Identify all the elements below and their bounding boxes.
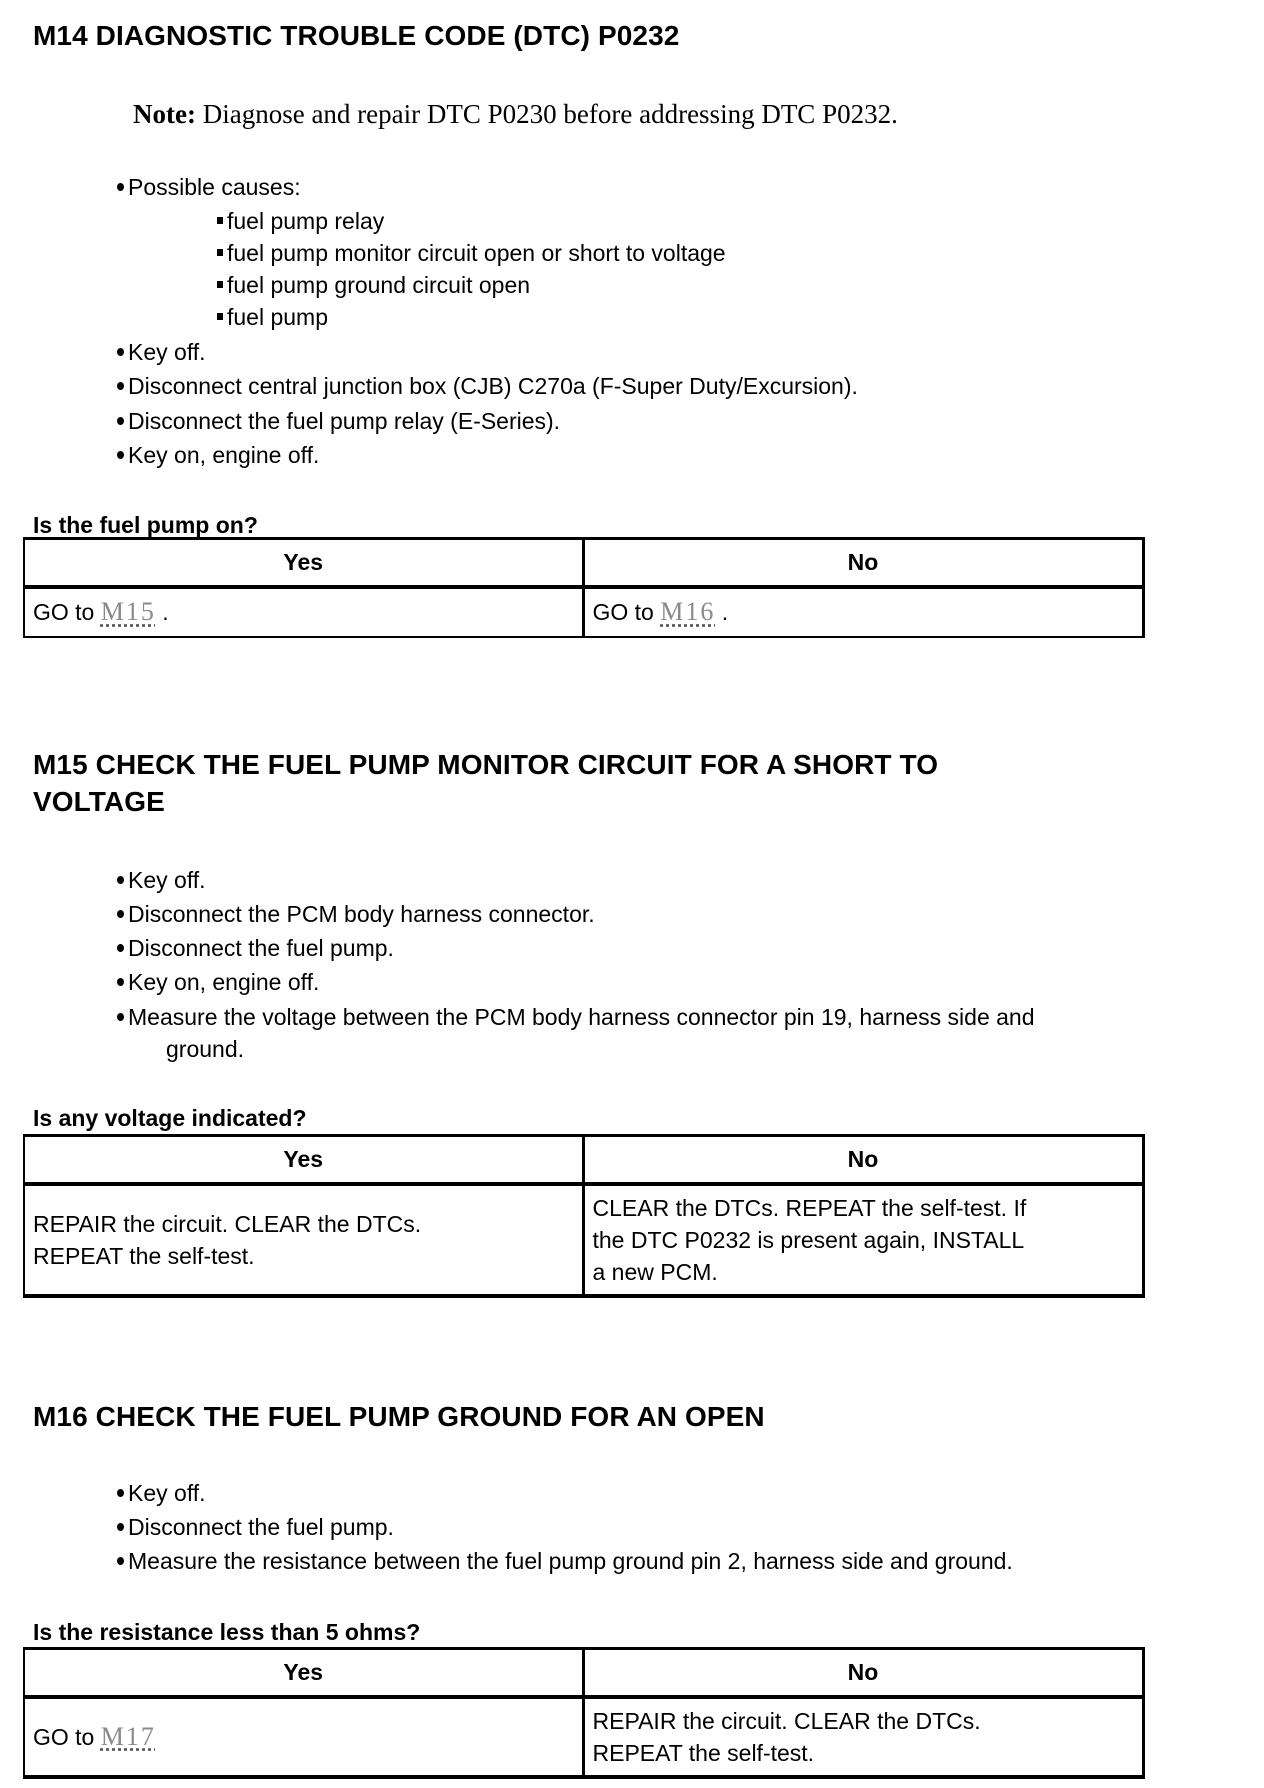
step-text: Key off.	[128, 1480, 206, 1506]
table-header-row	[24, 539, 1143, 587]
cause-item	[217, 205, 384, 237]
yes-header: Yes	[24, 539, 583, 587]
step-item	[117, 1001, 1035, 1065]
m15-question: Is any voltage indicated?	[33, 1105, 307, 1131]
m16-question: Is the resistance less than 5 ohms?	[33, 1619, 421, 1645]
bullet-icon	[117, 451, 124, 459]
square-bullet-icon	[217, 217, 223, 224]
m14-question: Is the fuel pump on?	[33, 512, 258, 538]
possible-causes-item	[117, 171, 301, 203]
cause-item	[217, 269, 530, 301]
m15-heading-line1: M15 CHECK THE FUEL PUMP MONITOR CIRCUIT FOR A SHORT TO	[33, 749, 939, 780]
no-header: No	[583, 1136, 1143, 1184]
note-text: Diagnose and repair DTC P0230 before addressing DTC P0232.	[195, 99, 898, 129]
square-bullet-icon	[217, 281, 223, 288]
step-item	[117, 966, 319, 998]
bullet-icon	[117, 1523, 124, 1531]
step-text: Disconnect the fuel pump.	[128, 1514, 394, 1540]
no-cell-line: the DTC P0232 is present again, INSTALL	[592, 1226, 1025, 1253]
step-item	[117, 1511, 394, 1543]
bullet-icon	[117, 910, 124, 918]
yes-cell	[24, 587, 583, 637]
step-item	[117, 336, 206, 368]
yes-cell-suffix: .	[155, 599, 169, 625]
square-bullet-icon	[217, 249, 223, 256]
step-item	[117, 864, 206, 896]
yes-header: Yes	[24, 1649, 583, 1697]
step-item	[117, 1545, 1013, 1577]
step-item	[117, 405, 560, 437]
table-header-row	[24, 1136, 1143, 1184]
step-text: Key off.	[128, 867, 206, 893]
cause-text: fuel pump	[227, 304, 329, 330]
no-header: No	[583, 1649, 1143, 1697]
m15-heading-line2: VOLTAGE	[33, 786, 165, 817]
bullet-icon	[117, 382, 124, 390]
step-text: Measure the voltage between the PCM body harness connector pin 19, harness side and	[128, 1004, 1035, 1030]
step-text: Measure the resistance between the fuel pump ground pin 2, harness side and ground.	[128, 1548, 1013, 1574]
step-item	[117, 932, 394, 964]
yes-cell	[24, 1184, 583, 1296]
bullet-icon	[117, 876, 124, 884]
table-row	[24, 1697, 1143, 1777]
bullet-icon	[117, 1489, 124, 1497]
step-item	[117, 439, 319, 471]
m16-answer-table	[23, 1647, 1145, 1779]
bullet-icon	[117, 944, 124, 952]
step-text: Disconnect the PCM body harness connector.	[128, 901, 595, 927]
cause-text: fuel pump ground circuit open	[227, 272, 531, 298]
step-item	[117, 898, 595, 930]
no-cell-text: GO to	[592, 599, 661, 625]
yes-cell-text: GO to	[33, 599, 101, 625]
no-cell	[583, 1184, 1143, 1296]
step-item	[117, 1477, 206, 1509]
table-header-row	[24, 1649, 1143, 1697]
no-cell-line: CLEAR the DTCs. REPEAT the self-test. If	[592, 1194, 1027, 1221]
step-item	[117, 370, 858, 402]
yes-cell-line: REPEAT the self-test.	[33, 1242, 255, 1269]
bullet-icon	[117, 417, 124, 425]
step-continuation: ground.	[166, 1036, 245, 1062]
note-label: Note:	[133, 99, 196, 129]
no-cell	[583, 587, 1143, 637]
yes-cell	[24, 1697, 583, 1777]
cause-item	[217, 301, 328, 333]
cause-text: fuel pump relay	[227, 208, 385, 234]
bullet-icon	[117, 978, 124, 986]
m16-heading: M16 CHECK THE FUEL PUMP GROUND FOR AN OPEN	[33, 1401, 765, 1432]
no-cell-suffix: .	[715, 599, 729, 625]
step-text: Disconnect the fuel pump.	[128, 935, 394, 961]
bullet-icon	[117, 1013, 124, 1021]
cause-text: fuel pump monitor circuit open or short to voltage	[227, 240, 726, 266]
m14-answer-table	[23, 537, 1145, 638]
bullet-icon	[117, 183, 124, 191]
m15-heading	[33, 746, 1153, 820]
no-header: No	[583, 539, 1143, 587]
no-cell-line: a new PCM.	[592, 1258, 718, 1285]
no-cell-line: REPEAT the self-test.	[592, 1739, 815, 1766]
yes-cell-text: GO to	[33, 1723, 101, 1750]
m15-answer-table	[23, 1134, 1145, 1298]
step-text: Key off.	[128, 339, 206, 365]
step-text: Disconnect the fuel pump relay (E-Series).	[128, 408, 561, 434]
table-row	[24, 587, 1143, 637]
square-bullet-icon	[217, 313, 223, 320]
step-text: Key on, engine off.	[128, 969, 320, 995]
yes-header: Yes	[24, 1136, 583, 1184]
no-cell-line: REPAIR the circuit. CLEAR the DTCs.	[592, 1707, 981, 1734]
link-m15[interactable]: M15	[100, 597, 156, 626]
m14-heading: M14 DIAGNOSTIC TROUBLE CODE (DTC) P0232	[33, 20, 680, 51]
cause-item	[217, 237, 726, 269]
step-text: Disconnect central junction box (CJB) C270a (F-Super Duty/Excursion).	[128, 373, 858, 399]
m14-note	[133, 98, 898, 130]
yes-cell-line: REPAIR the circuit. CLEAR the DTCs.	[33, 1210, 422, 1237]
table-row	[24, 1184, 1143, 1296]
possible-causes-label: Possible causes:	[128, 174, 301, 200]
no-cell	[583, 1697, 1143, 1777]
bullet-icon	[117, 348, 124, 356]
bullet-icon	[117, 1557, 124, 1565]
step-text: Key on, engine off.	[128, 442, 320, 468]
link-m16[interactable]: M16	[660, 597, 716, 626]
link-m17[interactable]: M17	[100, 1721, 156, 1751]
